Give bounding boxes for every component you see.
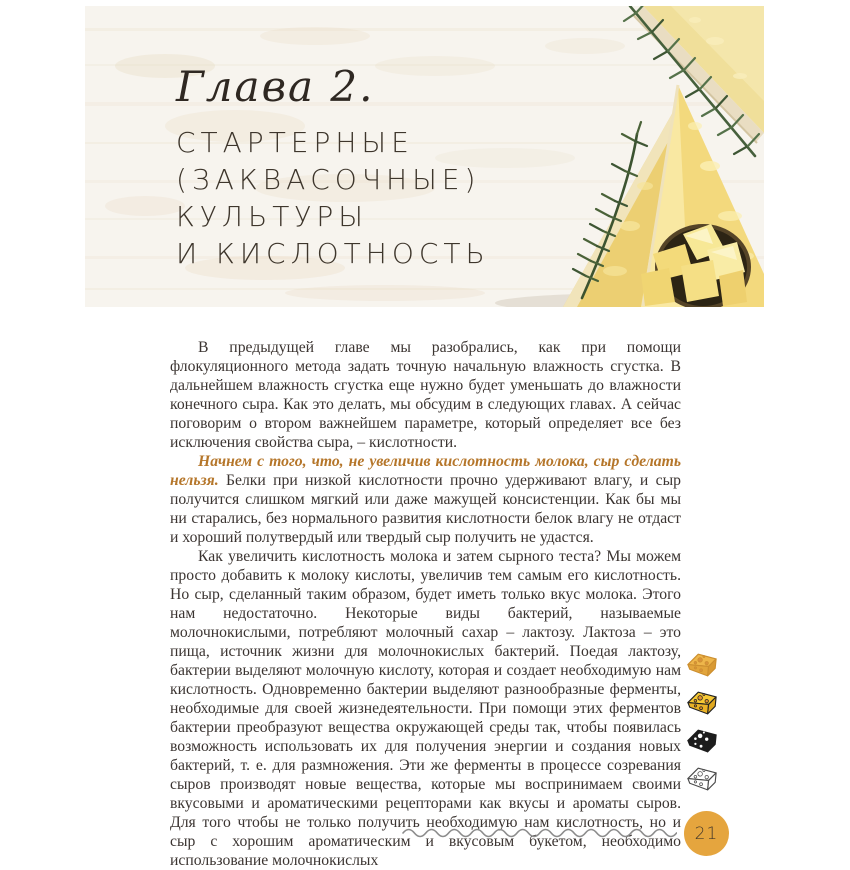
chapter-title-line: (ЗАКВАСОЧНЫЕ) <box>176 163 481 196</box>
paragraph-text: Белки при низкой кислотности прочно удерживают влагу, и сыр получится слишком мягкий или даже мажущей консистенции. Как бы мы ни старались, без нормального развития кислотности белок влагу не отдаст и хороший полутвердый или твердый сыр получить не удастся. <box>170 472 681 546</box>
page-number: 21 <box>694 823 719 844</box>
body-text <box>170 338 681 870</box>
paragraph-text: Как увеличить кислотность молока и затем сырного теста? Мы можем просто добавить к молоку кислоты, увеличив тем самым его кислотность. Но сыр, сделанный таким образом, будет иметь только вкус молока. Этого нам недостаточно. Некоторые виды бактерий, называемые молочнокислыми, потребляют молочный сахар – лактозу. Лактоза – это пища, источник жизни для молочнокислых бактерий. Поедая лактозу, бактерии выделяют молочную кислоту, которая и создает необходимую нам кислотность. Одновременно бактерии выделяют разнообразные ферменты, необходимые для своей жизнедеятельности. При помощи этих ферментов бактерии преобразуют вещества окружающей среды так, чтобы появилась возможность использовать их для получения энергии и создания новых бактерий, т. е. для размножения. Эти же ферменты в процессе созревания сыров производят новые вещества, которые мы воспринимаем своими вкусовыми и ароматическими рецепторами как вкусы и ароматы сыров. Для того чтобы не только получить необходимую нам кислотность, но и сыр с хорошим ароматическим и вкусовым букетом, необходимо использование молочнокислых <box>170 548 681 869</box>
wave-divider <box>401 825 677 841</box>
paragraph <box>170 547 681 870</box>
chapter-title-line: СТАРТЕРНЫЕ <box>176 126 414 159</box>
chapter-title-line: И КИСЛОТНОСТЬ <box>176 237 490 270</box>
accent-lead-sentence: Начнем с того, что, не увеличив кислотность молока, сыр сделать нельзя. <box>170 453 681 489</box>
cheese-wedge-outline-icon <box>686 766 718 793</box>
chapter-number-script: Глава 2. <box>176 62 375 111</box>
margin-cheese-icons <box>686 652 718 793</box>
paragraph <box>170 452 681 547</box>
cheese-wedge-gold-icon <box>686 652 718 679</box>
paragraph <box>170 338 681 452</box>
cheese-chunk <box>681 260 719 302</box>
cheese-wedge-black-icon <box>686 728 718 755</box>
chapter-title <box>176 124 490 272</box>
cheese-chunk <box>641 268 675 306</box>
paragraph-text: В предыдущей главе мы разобрались, как при помощи флокуляционного метода задать точную начальную влажность сгустка. В дальнейшем влажность сгустка еще нужно будет уменьшать до влажности конечного сыра. Как это делать, мы обсудим в следующих главах. А сейчас поговорим о втором важнейшем параметре, который определяет все без исключения свойства сыра, – кислотности. <box>170 339 681 451</box>
chapter-title-line: КУЛЬТУРЫ <box>176 200 368 233</box>
cheese-wedge-yellow-icon <box>686 690 718 717</box>
cheese-chunk <box>719 270 747 306</box>
page-number-badge <box>684 811 729 856</box>
